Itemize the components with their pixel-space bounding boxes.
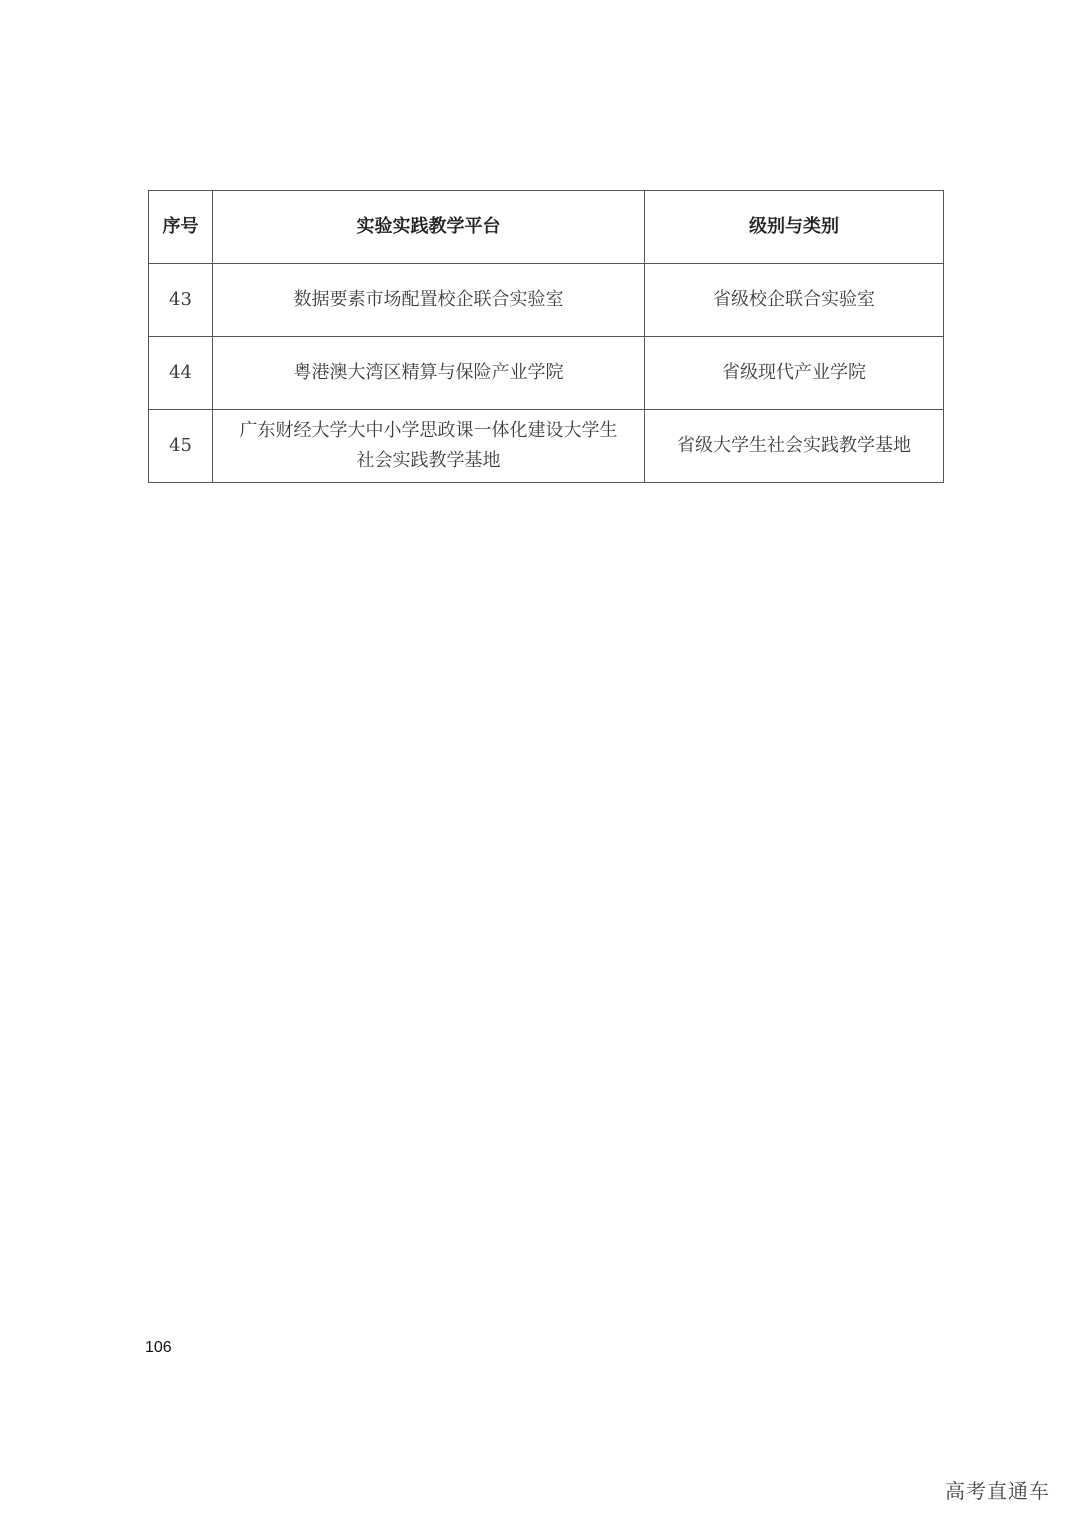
cell-level: 省级大学生社会实践教学基地 (645, 410, 944, 483)
header-level: 级别与类别 (645, 191, 944, 264)
cell-platform-line: 社会实践教学基地 (356, 450, 501, 471)
platform-table (148, 190, 944, 483)
header-no: 序号 (149, 191, 213, 264)
cell-level: 省级现代产业学院 (645, 337, 944, 410)
watermark: 高考直通车 (945, 1479, 1050, 1503)
cell-platform (213, 337, 645, 410)
table-header-row (149, 191, 944, 264)
cell-platform-line: 粤港澳大湾区精算与保险产业学院 (293, 362, 564, 383)
cell-no: 45 (149, 410, 213, 483)
table-row (149, 410, 944, 483)
table-row (149, 264, 944, 337)
header-platform: 实验实践教学平台 (213, 191, 645, 264)
cell-platform (213, 264, 645, 337)
cell-platform-line: 广东财经大学大中小学思政课一体化建设大学生 (239, 420, 618, 441)
cell-no: 44 (149, 337, 213, 410)
cell-platform-line: 数据要素市场配置校企联合实验室 (293, 289, 564, 310)
cell-platform (213, 410, 645, 483)
page-number: 106 (145, 1339, 172, 1356)
cell-no: 43 (149, 264, 213, 337)
cell-level: 省级校企联合实验室 (645, 264, 944, 337)
table-row (149, 337, 944, 410)
